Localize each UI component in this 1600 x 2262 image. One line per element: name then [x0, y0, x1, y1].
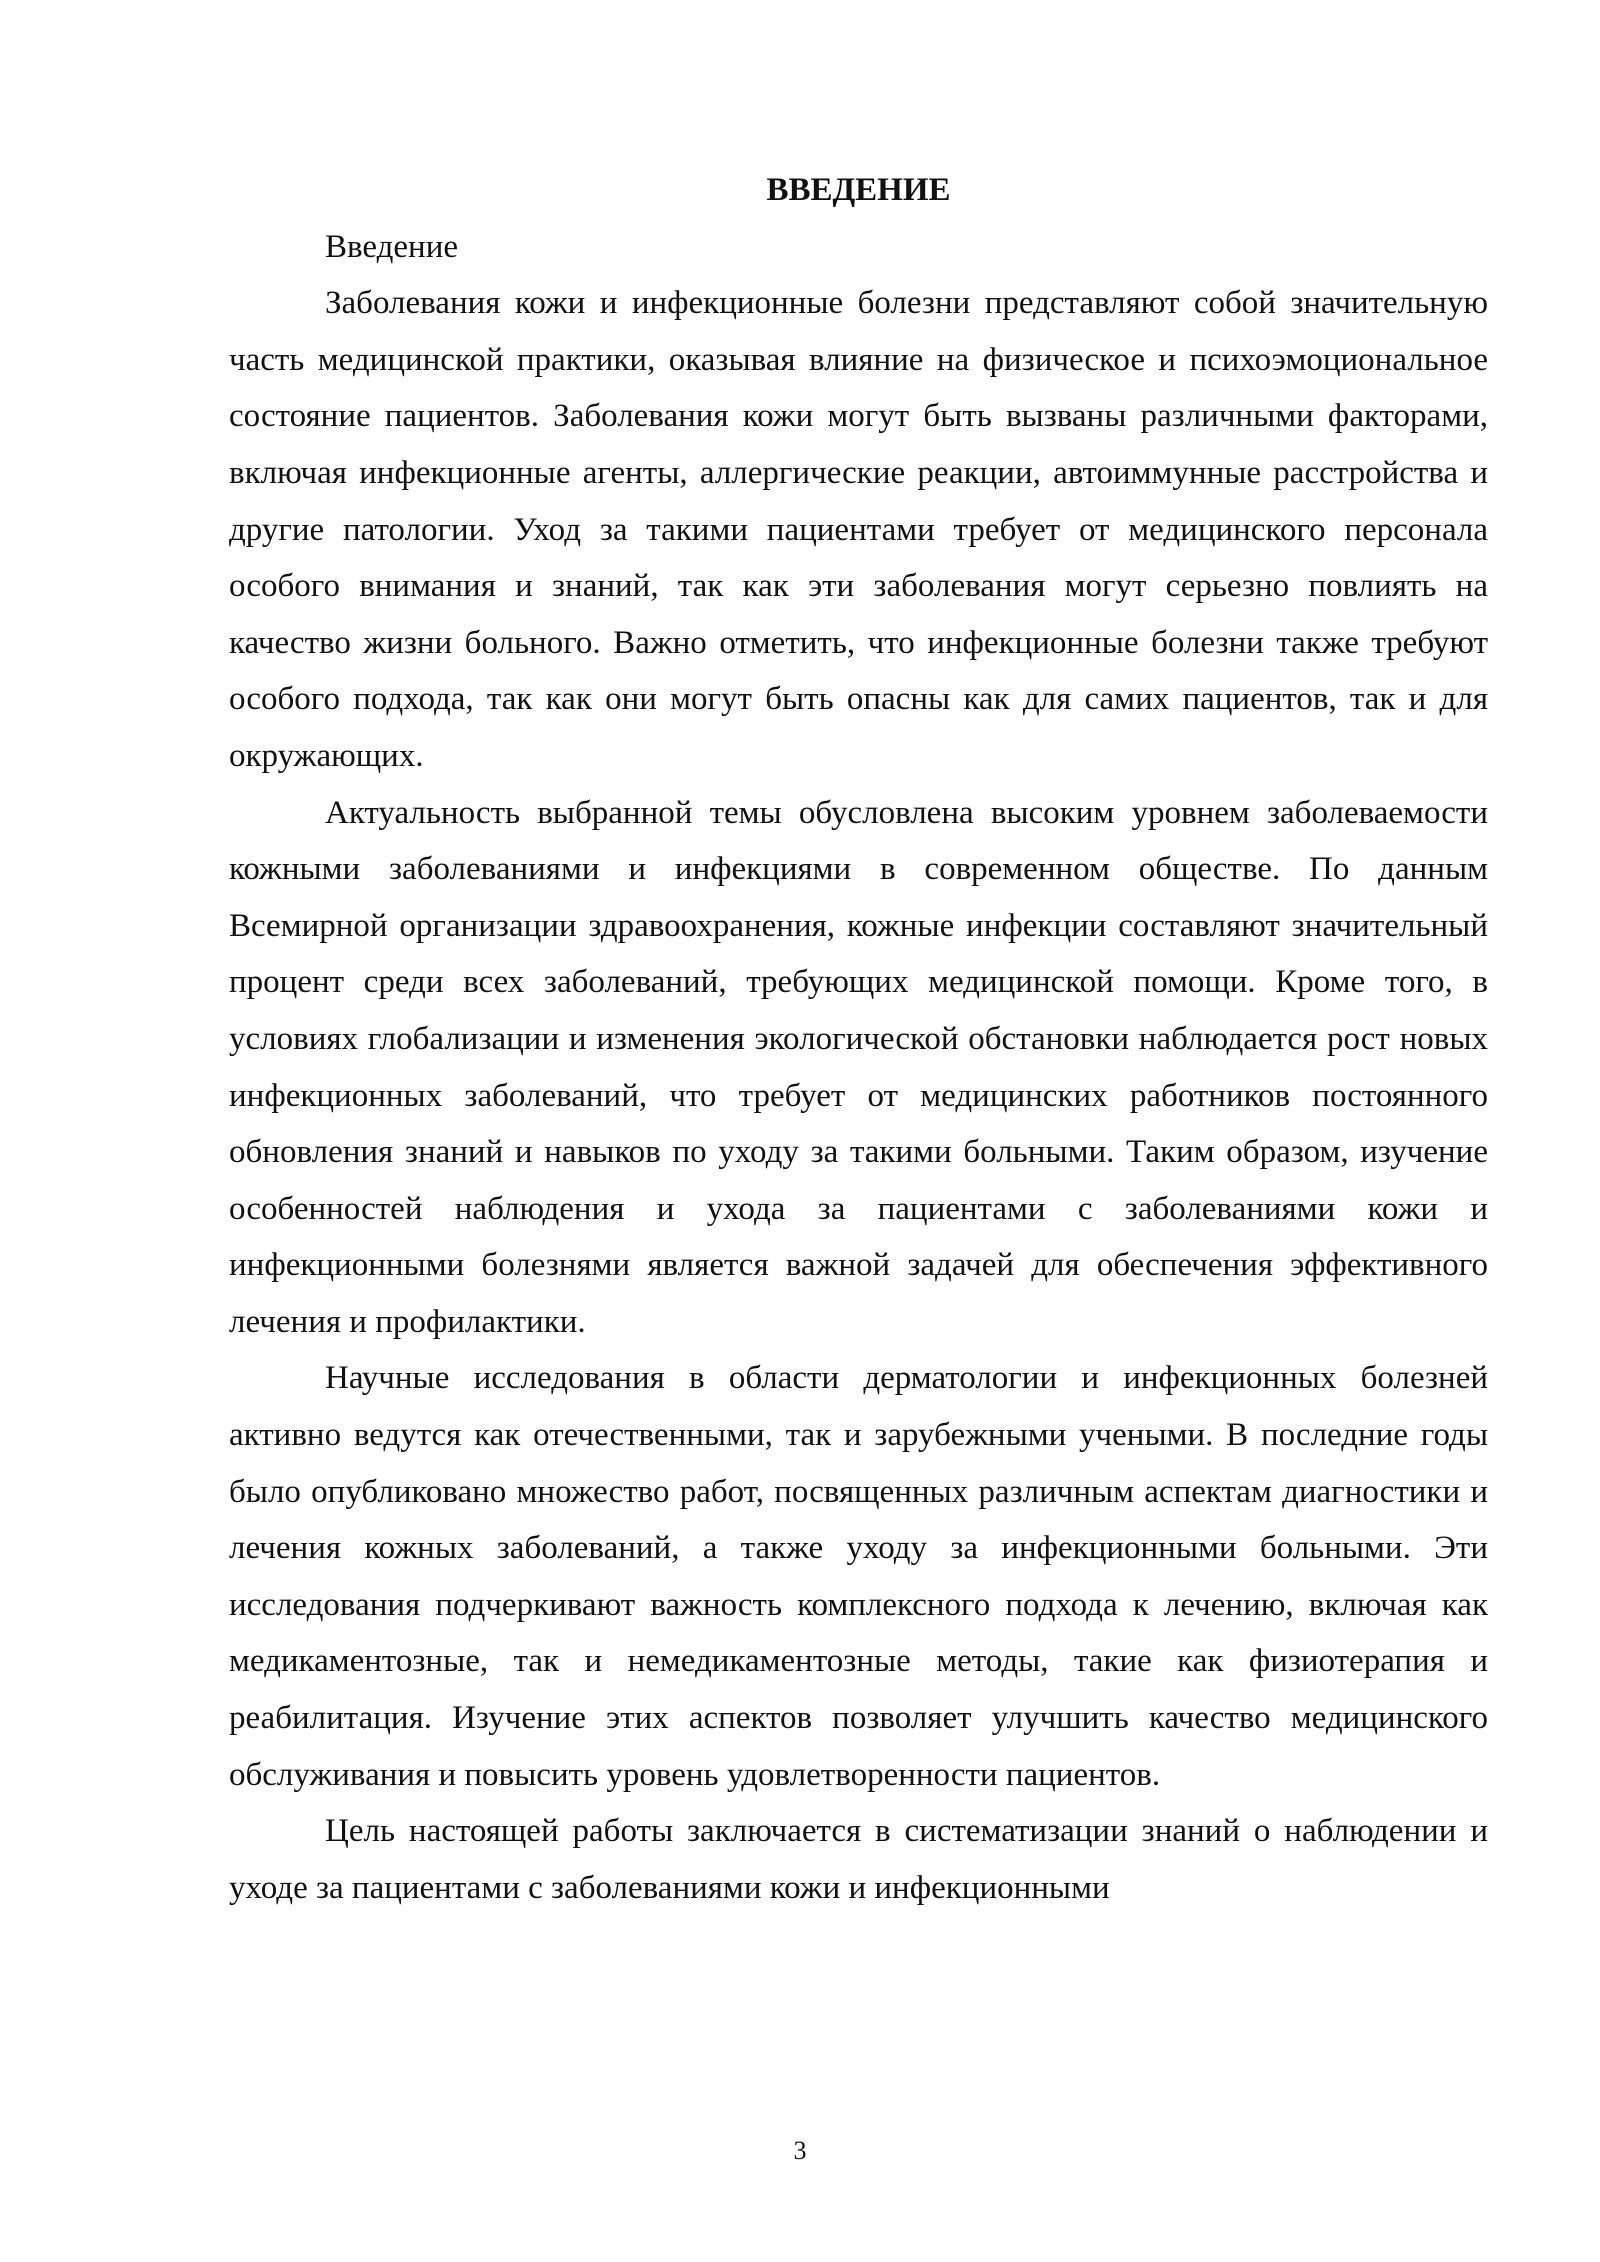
- paragraph-2: Актуальность выбранной темы обусловлена высоким уровнем заболеваемости кожными заболеваниями и инфекциями в современном обществе. По данным Всемирной организации здравоохранения, кожные инфекции составляют значительный процент среди всех заболеваний, требующих медицинской помощи. Кроме того, в условиях глобализации и изменения экологической обстановки наблюдается рост новых инфекционных заболеваний, что требует от медицинских работников постоянного обновления знаний и навыков по уходу за такими больными. Таким образом, изучение особенностей наблюдения и ухода за пациентами с заболеваниями кожи и инфекционными болезнями является важной задачей для обеспечения эффективного лечения и профилактики.: [229, 794, 1488, 1340]
- page-title: ВВЕДЕНИЕ: [766, 172, 951, 208]
- page-number: 3: [793, 2136, 807, 2165]
- paragraph-4: Цель настоящей работы заключается в систематизации знаний о наблюдении и уходе за пациентами с заболеваниями кожи и инфекционными: [229, 1813, 1488, 1906]
- paragraph-1: Заболевания кожи и инфекционные болезни представляют собой значительную часть медицинской практики, оказывая влияние на физическое и психоэмоциональное состояние пациентов. Заболевания кожи могут быть вызваны различными факторами, включая инфекционные агенты, аллергические реакции, автоиммунные расстройства и другие патологии. Уход за такими пациентами требует от медицинского персонала особого внимания и знаний, так как эти заболевания могут серьезно повлиять на качество жизни больного. Важно отметить, что инфекционные болезни также требуют особого подхода, так как они могут быть опасны как для самих пациентов, так и для окружающих.: [229, 285, 1488, 774]
- document-body: [229, 162, 1488, 1916]
- section-subheading: Введение: [325, 228, 459, 265]
- paragraph-3: Научные исследования в области дерматологии и инфекционных болезней активно ведутся как отечественными, так и зарубежными учеными. В последние годы было опубликовано множество работ, посвященных различным аспектам диагностики и лечения кожных заболеваний, а также уходу за инфекционными больными. Эти исследования подчеркивают важность комплексного подхода к лечению, включая как медикаментозные, так и немедикаментозные методы, такие как физиотерапия и реабилитация. Изучение этих аспектов позволяет улучшить качество медицинского обслуживания и повысить уровень удовлетворенности пациентов.: [229, 1360, 1488, 1793]
